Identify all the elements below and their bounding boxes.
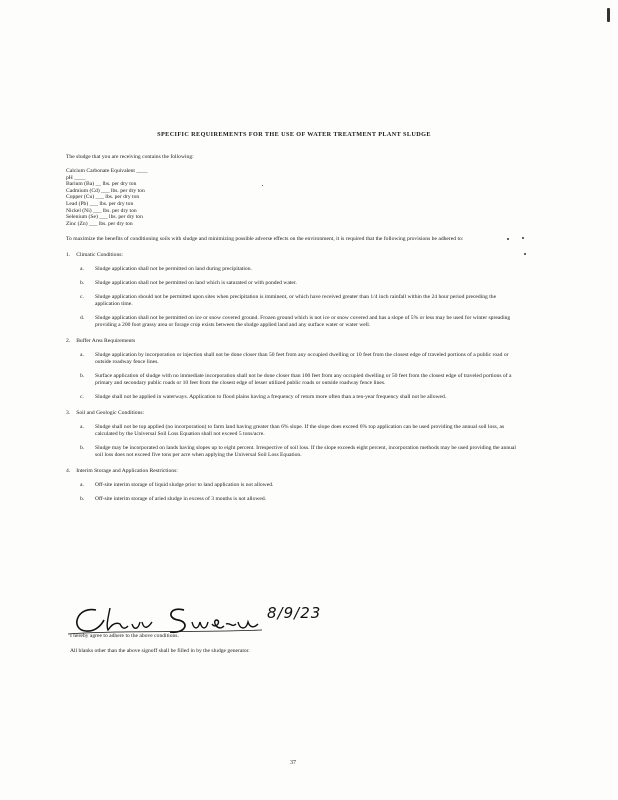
item-letter: a. [80, 482, 84, 489]
intro-text: The sludge that you are receiving contains the following: [66, 154, 194, 160]
section-title: Climatic Conditions: [76, 252, 123, 259]
section-number: 3. [66, 410, 71, 417]
item-letter: b. [80, 496, 85, 503]
constituent-line: Calcium Carbonate Equivalent ____ [66, 168, 148, 174]
requirement-item [80, 294, 522, 308]
section-number: 2. [66, 338, 71, 345]
scan-artifact [524, 253, 526, 255]
constituent-line: Nickel (Ni) ___ lbs. per dry ton [66, 207, 137, 214]
requirement-item [80, 424, 522, 438]
item-text: Off-site interim storage of liquid sludge prior to land application is not allowed. [95, 482, 274, 489]
item-text: Surface application of sludge with no immediate incorporation shall not be done closer than 100 feet from any occupied dwelling or 50 feet from the closest edge of traveled portions of a primary and secondary public roads or 10 feet from the closest edge of lesser utilized public roads or outside roadway fence lines. [95, 373, 512, 387]
section-number: 4. [66, 468, 71, 475]
scan-artifact [507, 238, 509, 240]
scan-artifact [607, 8, 610, 22]
requirements-sections [66, 252, 522, 503]
constituent-line: Barium (Ba) __ lbs. per dry ton [66, 181, 137, 188]
requirement-item [80, 373, 522, 387]
item-letter: a. [80, 266, 84, 273]
section-heading [66, 252, 522, 259]
requirement-item [80, 280, 522, 287]
requirement-item [80, 496, 522, 503]
requirement-item [80, 445, 522, 459]
item-letter: b. [80, 280, 85, 287]
scan-artifact [262, 185, 263, 186]
section-title: Interim Storage and Application Restrictions: [76, 468, 178, 475]
signature-date: 8/9/23 [267, 604, 322, 622]
constituent-line: pH ____ [66, 174, 86, 181]
item-letter: a. [80, 424, 84, 431]
section-heading [66, 468, 522, 475]
section-heading [66, 338, 522, 345]
constituent-line: Copper (Cu) ___ lbs. per dry ton [66, 194, 140, 201]
section-title: Soil and Geologic Conditions: [76, 410, 145, 417]
constituent-line: Lead (Pb) ___ lbs. per dry ton [66, 200, 134, 207]
item-text: Sludge shall not be applied in waterways. Application to flood plains having a frequency of return more often than a ten-year frequency shall not be allowed. [95, 394, 447, 401]
item-letter: c. [80, 394, 84, 401]
item-text: Sludge shall not be top applied (no incorporation) to farm land having greater than 6% slope. If the slope does exceed 6% top application can be used providing the annual soil loss, as calculated by the Universal Soil Loss Equation shall not exceed 5 tons/acre. [95, 424, 505, 438]
requirement-item [80, 482, 522, 489]
section-title: Buffer Area Requirements [76, 338, 136, 345]
requirement-item [80, 352, 522, 366]
requirement-section [66, 252, 522, 329]
constituent-line: Selenium (Se) ___ lbs. per dry ton [66, 214, 143, 221]
item-text: Sludge application by incorporation or injection shall not be done closer than 50 feet from any occupied dwelling or 10 feet from the closest edge of traveled portions of a public road or outside roadway fence lines. [95, 352, 509, 366]
document-body [66, 131, 522, 512]
agreement-statement: I hereby agree to adhere to the above conditions. [70, 633, 179, 639]
requirement-section [66, 410, 522, 459]
requirement-section [66, 468, 522, 503]
item-letter: d. [80, 315, 85, 322]
item-letter: b. [80, 373, 85, 380]
item-text: Sludge may be incorporated on lands having slopes up to eight percent. Irrespective of soil loss. If the slope exceeds eight percent, incorporation methods may be used providing the annual soil loss does not exceed five tons per acre when applying the Universal Soil Loss Equation. [95, 445, 516, 459]
constituent-list [66, 168, 522, 227]
item-text: Sludge application shall not be permitted on land which is saturated or with ponded water. [95, 280, 297, 287]
constituent-line: Cadmium (Cd) ___ lbs. per dry ton [66, 187, 145, 194]
requirement-item [80, 315, 522, 329]
item-letter: b. [80, 445, 85, 452]
section-number: 1. [66, 252, 71, 259]
requirement-item [80, 394, 522, 401]
constituent-line: Zinc (Zn) ___ lbs. per dry ton [66, 220, 133, 227]
section-heading [66, 410, 522, 417]
blanks-note: All blanks other than the above signoff shall be filled in by the sludge generator. [70, 648, 250, 654]
requirement-item [80, 266, 522, 273]
item-text: Sludge application shall not be permitted on ice or snow covered ground. Frozen ground which is not ice or snow covered and has a slope of 5% or less may be used for winter spreading providing a 200 foot grassy area or forage crop exists between the sludge applied land and any surface water or water well. [95, 315, 511, 329]
item-text: Off-site interim storage of aried sludge in excess of 3 months is not allowed. [95, 496, 267, 503]
item-text: Sludge application should not be permitted upon sites when precipitation is imminent, or which have received greater than 1/4 inch rainfall within the 24 hour period preceding the application time. [95, 294, 497, 308]
purpose-paragraph: To maximize the benefits of conditioning soils with sludge and minimizing possible adverse effects on the environment, it is required that the following provisions be adhered to: [66, 236, 464, 243]
item-text: Sludge application shall not be permitted on land during precipitation. [95, 266, 252, 273]
item-letter: c. [80, 294, 84, 301]
item-letter: a. [80, 352, 84, 359]
requirement-section [66, 338, 522, 401]
document-title: SPECIFIC REQUIREMENTS FOR THE USE OF WATER TREATMENT PLANT SLUDGE [157, 131, 431, 138]
page-number: 37 [290, 760, 296, 766]
scan-artifact [522, 237, 524, 239]
